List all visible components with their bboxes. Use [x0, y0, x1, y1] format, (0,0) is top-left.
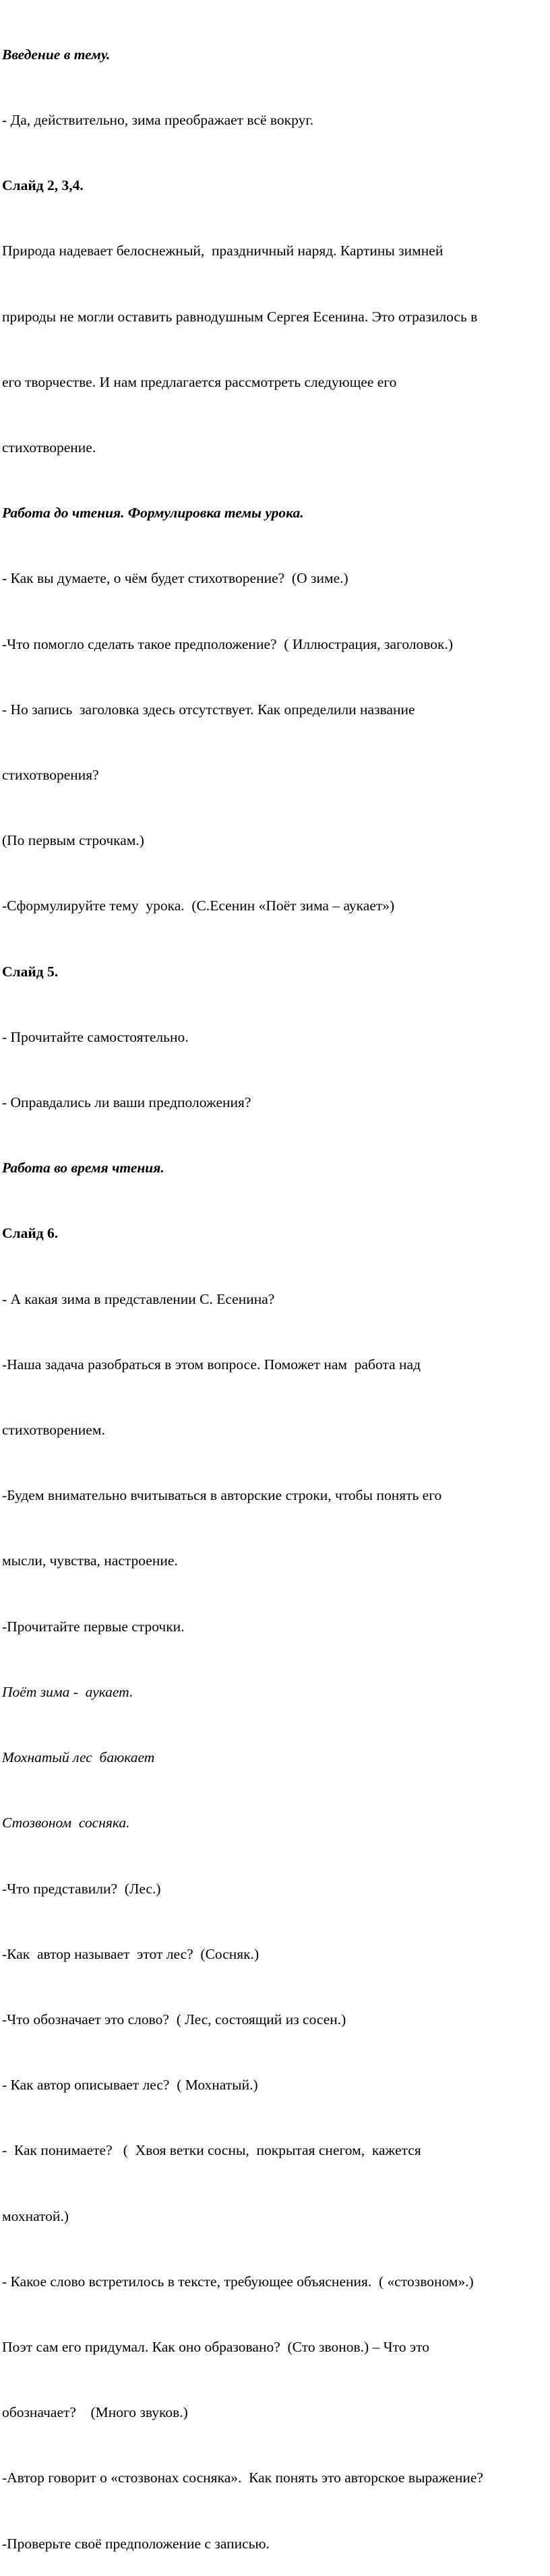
- poem-line: [2, 1812, 550, 1833]
- text-line: -Будем внимательно вчитываться в авторские строки, чтобы понять его: [2, 1487, 442, 1504]
- text-line: Поэт сам его придумал. Как оно образовано? (Сто звонов.) – Что это: [2, 2338, 429, 2355]
- text-line: - Какое слово встретилось в тексте, требующее объяснения. ( «стозвоном».): [2, 2273, 474, 2290]
- poem-line: [2, 1747, 550, 1768]
- heading-text: Работа во время чтения.: [2, 1160, 164, 1176]
- text-line: - Но запись заголовка здесь отсутствует. Как определили название: [2, 701, 415, 718]
- text-line: Природа надевает белоснежный, праздничный наряд. Картины зимней: [2, 243, 444, 259]
- text-line: - Оправдались ли ваши предположения?: [2, 1094, 251, 1111]
- heading-text: Слайд 2, 3,4.: [2, 177, 84, 194]
- slide-heading: [2, 175, 550, 196]
- section-heading: [2, 44, 550, 65]
- text-line: -Наша задача разобраться в этом вопросе. Поможет нам работа над: [2, 1356, 421, 1373]
- poem-text: Мохнатый лес баюкает: [2, 1749, 155, 1766]
- poem-text: Стозвоном сосняка.: [2, 1815, 130, 1831]
- heading-text: Слайд 6.: [2, 1225, 59, 1242]
- text-line: - Да, действительно, зима преображает всё вокруг.: [2, 112, 314, 129]
- slide-heading: [2, 1222, 550, 1244]
- text-line: - Как автор описывает лес? ( Мохнатый.): [2, 2077, 258, 2094]
- text-line: мысли, чувства, настроение.: [2, 1552, 178, 1569]
- poem-line: [2, 1681, 550, 1703]
- text-line: - Как понимаете? ( Хвоя ветки сосны, покрытая снегом, кажется: [2, 2142, 421, 2159]
- text-line: его творчестве. И нам предлагается рассмотреть следующее его: [2, 373, 397, 390]
- text-line: -Что помогло сделать такое предположение? ( Иллюстрация, заголовок.): [2, 635, 454, 652]
- text-line: - А какая зима в представлении С. Есенина?: [2, 1290, 275, 1307]
- text-line: природы не могли оставить равнодушным Сергея Есенина. Это отразилось в: [2, 308, 478, 325]
- text-line: стихотворением.: [2, 1422, 105, 1439]
- poem-text: Поёт зима - аукает.: [2, 1683, 133, 1700]
- text-line: стихотворения?: [2, 767, 99, 784]
- heading-text: Работа до чтения. Формулировка темы урока.: [2, 505, 304, 522]
- text-line: -Проверьте своё предположение с записью.: [2, 2535, 270, 2552]
- text-line: -Что обозначает это слово? ( Лес, состоящий из сосен.): [2, 2011, 346, 2028]
- text-line: -Сформулируйте тему урока. (С.Есенин «Поёт зима – аукает»): [2, 898, 395, 914]
- text-line: (По первым строчкам.): [2, 832, 144, 849]
- section-heading: [2, 1157, 550, 1179]
- text-line: - Как вы думаете, о чём будет стихотворение? (О зиме.): [2, 570, 348, 587]
- text-line: стихотворение.: [2, 439, 96, 456]
- slide-heading: [2, 961, 550, 982]
- heading-text: Введение в тему.: [2, 46, 111, 63]
- text-line: мохнатой.): [2, 2207, 69, 2224]
- text-line: -Автор говорит о «стозвонах сосняка». Как понять это авторское выражение?: [2, 2470, 483, 2486]
- section-heading: [2, 502, 550, 524]
- text-line: обозначает? (Много звуков.): [2, 2404, 188, 2421]
- text-line: -Что представили? (Лес.): [2, 1880, 161, 1897]
- heading-text: Слайд 5.: [2, 963, 59, 980]
- text-line: -Как автор называет этот лес? (Сосняк.): [2, 1945, 259, 1962]
- text-line: - Прочитайте самостоятельно.: [2, 1028, 189, 1045]
- text-line: -Прочитайте первые строчки.: [2, 1618, 185, 1635]
